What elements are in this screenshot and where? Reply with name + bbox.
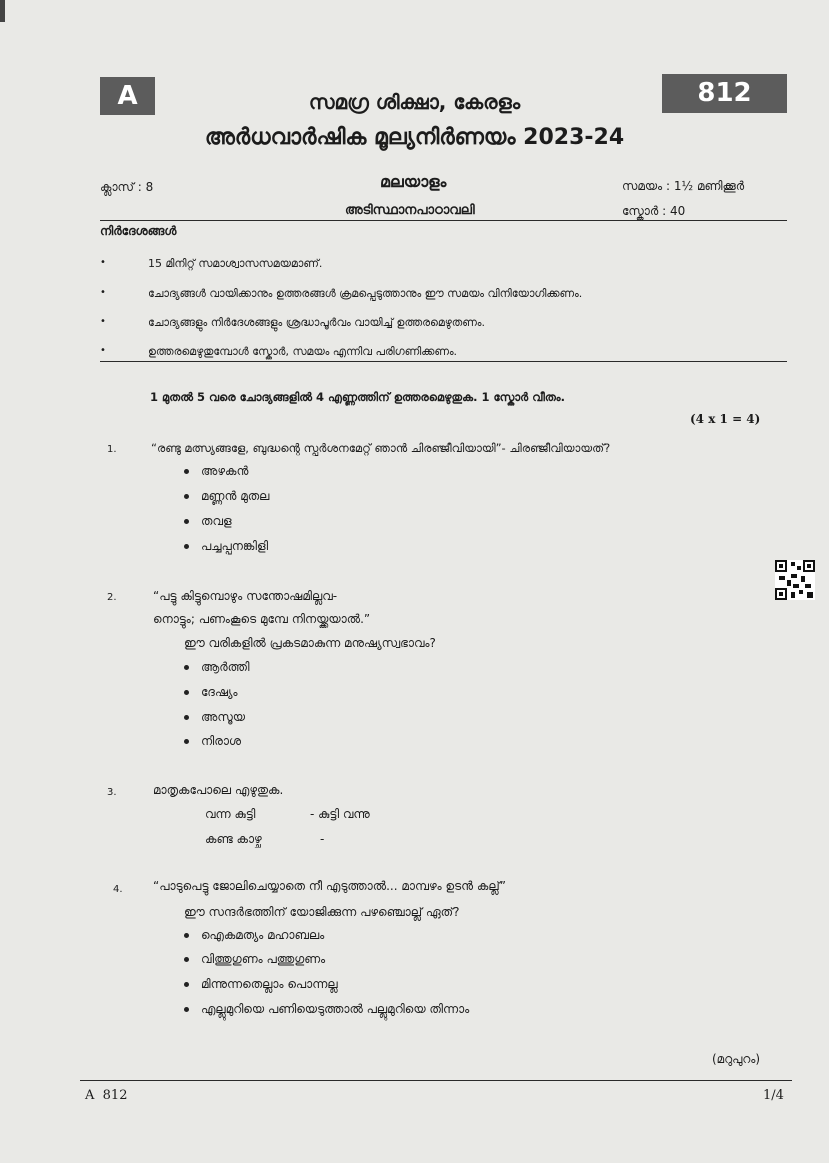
bullet-dot bbox=[184, 469, 189, 474]
question-number: 1. bbox=[107, 444, 117, 455]
bullet-dot bbox=[184, 690, 189, 695]
pair-left: വന്ന കുട്ടി bbox=[205, 807, 256, 821]
section-instruction: 1 മുതൽ 5 വരെ ചോദ്യങ്ങളിൽ 4 എണ്ണത്തിന് ഉത്തരമെഴുതുക. 1 സ്കോർ വീതം. bbox=[150, 390, 565, 404]
question-text: “പാടുപെട്ടു ജോലിചെയ്യാതെ നീ എടുത്താൽ... മാമ്പഴം ഉടൻ കല്ല്” bbox=[153, 879, 506, 893]
option-text: നിരാശ bbox=[201, 734, 242, 748]
bullet-dot bbox=[184, 665, 189, 670]
section-marks: (4 x 1 = 4) bbox=[690, 412, 761, 426]
option-item bbox=[184, 928, 324, 943]
option-text: മണ്ണൻ മുതല bbox=[201, 489, 270, 503]
bullet-dot bbox=[184, 739, 189, 744]
option-text: തവള bbox=[201, 514, 232, 528]
footer-divider bbox=[80, 1080, 792, 1081]
exam-title: അർധവാർഷിക മൂല്യനിർണയം 2023-24 bbox=[204, 125, 625, 150]
qr-code bbox=[775, 560, 815, 600]
option-item bbox=[184, 977, 338, 992]
option-text: ഐകമത്യം മഹാബലം bbox=[201, 928, 325, 942]
bullet: • bbox=[100, 257, 106, 268]
bullet: • bbox=[100, 316, 106, 327]
scan-edge-mark bbox=[0, 0, 5, 22]
instruction-text: ഉത്തരമെഴുതുമ്പോൾ സ്കോർ, സമയം എന്നിവ പരിഗണിക്കണം. bbox=[148, 345, 458, 358]
continue-note: (മറുപുറം) bbox=[712, 1052, 761, 1066]
instruction-text: ചോദ്യങ്ങളും നിർദേശങ്ങളും ശ്രദ്ധാപൂർവം വായിച്ച് ഉത്തരമെഴുതണം. bbox=[148, 316, 485, 329]
bullet-dot bbox=[184, 957, 189, 962]
instruction-text: ചോദ്യങ്ങൾ വായിക്കാനും ഉത്തരങ്ങൾ ക്രമപ്പെടുത്താനും ഈ സമയം വിനിയോഗിക്കണം. bbox=[148, 287, 583, 300]
instructions-divider bbox=[100, 361, 787, 362]
question-text: ഈ സന്ദർഭത്തിന് യോജിക്കുന്ന പഴഞ്ചൊല്ല് ഏത്? bbox=[184, 905, 460, 919]
score-label: സ്കോർ : 40 bbox=[622, 204, 686, 218]
option-item bbox=[184, 710, 245, 725]
option-text: ആർത്തി bbox=[201, 660, 250, 674]
option-item bbox=[184, 464, 248, 479]
option-item bbox=[184, 660, 250, 675]
bullet-dot bbox=[184, 715, 189, 720]
option-item bbox=[184, 1002, 469, 1017]
bullet-dot bbox=[184, 982, 189, 987]
syllabus-title: അടിസ്ഥാനപാഠാവലി bbox=[345, 203, 475, 218]
option-text: വിത്തുഗുണം പത്തുഗുണം bbox=[201, 952, 326, 966]
pair-left: കണ്ട കാഴ്ച bbox=[205, 832, 262, 846]
question-number: 4. bbox=[113, 884, 123, 895]
option-item bbox=[184, 734, 241, 749]
question-number: 2. bbox=[107, 592, 117, 603]
option-item bbox=[184, 514, 232, 529]
option-text: മിന്നുന്നതെല്ലാം പൊന്നല്ല bbox=[201, 977, 338, 991]
option-item bbox=[184, 489, 269, 504]
bullet-dot bbox=[184, 544, 189, 549]
question-text: നൊട്ടും; പണംകൂടെ മുമ്പേ നിനയ്ക്കയാൽ.” bbox=[153, 612, 371, 626]
option-text: അഴകൻ bbox=[201, 464, 249, 478]
option-text: അസൂയ bbox=[201, 710, 245, 724]
class-label: ക്ലാസ് : 8 bbox=[100, 180, 154, 194]
option-item bbox=[184, 539, 268, 554]
question-number: 3. bbox=[107, 787, 117, 798]
option-text: ദേഷ്യം bbox=[201, 685, 238, 699]
paper-code-badge: 812 bbox=[662, 74, 787, 113]
option-text: എല്ലുമുറിയെ പണിയെടുത്താൽ പല്ലുമുറിയെ തിന്നാം bbox=[201, 1002, 470, 1016]
footer-paper-ref: A 812 bbox=[85, 1088, 128, 1103]
header-divider bbox=[100, 220, 787, 221]
question-text: “പട്ടു കിട്ടുമ്പൊഴും സന്തോഷമില്ലവ- bbox=[153, 589, 338, 603]
question-text: “രണ്ടു മത്സ്യങ്ങളേ, ബുദ്ധന്റെ സ്പർശനമേറ്റ് ഞാൻ ചിരഞ്ജീവിയായി”- ചിരഞ്ജീവിയായത്? bbox=[151, 441, 611, 455]
instruction-text: 15 മിനിറ്റ് സമാശ്വാസസമയമാണ്. bbox=[148, 257, 323, 270]
bullet-dot bbox=[184, 1007, 189, 1012]
bullet-dot bbox=[184, 933, 189, 938]
question-text: ഈ വരികളിൽ പ്രകടമാകുന്ന മനുഷ്യസ്വഭാവം? bbox=[184, 636, 436, 650]
bullet: • bbox=[100, 345, 106, 356]
pair-right: - bbox=[320, 832, 325, 846]
time-label: സമയം : 1½ മണിക്കൂർ bbox=[622, 179, 745, 193]
organization-title: സമഗ്ര ശിക്ഷാ, കേരളം bbox=[308, 90, 521, 114]
option-text: പച്ചപ്പനങ്കിളി bbox=[201, 539, 269, 553]
bullet: • bbox=[100, 287, 106, 298]
subject-title: മലയാളം bbox=[380, 172, 447, 191]
question-text: മാതൃകപോലെ എഴുതുക. bbox=[153, 783, 284, 797]
instructions-title: നിർദേശങ്ങൾ bbox=[100, 224, 177, 238]
pair-right: - കുട്ടി വന്നു bbox=[310, 807, 370, 821]
bullet-dot bbox=[184, 519, 189, 524]
option-item bbox=[184, 685, 238, 700]
bullet-dot bbox=[184, 494, 189, 499]
page-number: 1/4 bbox=[763, 1088, 784, 1103]
option-item bbox=[184, 952, 325, 967]
set-letter-badge: A bbox=[100, 77, 155, 115]
